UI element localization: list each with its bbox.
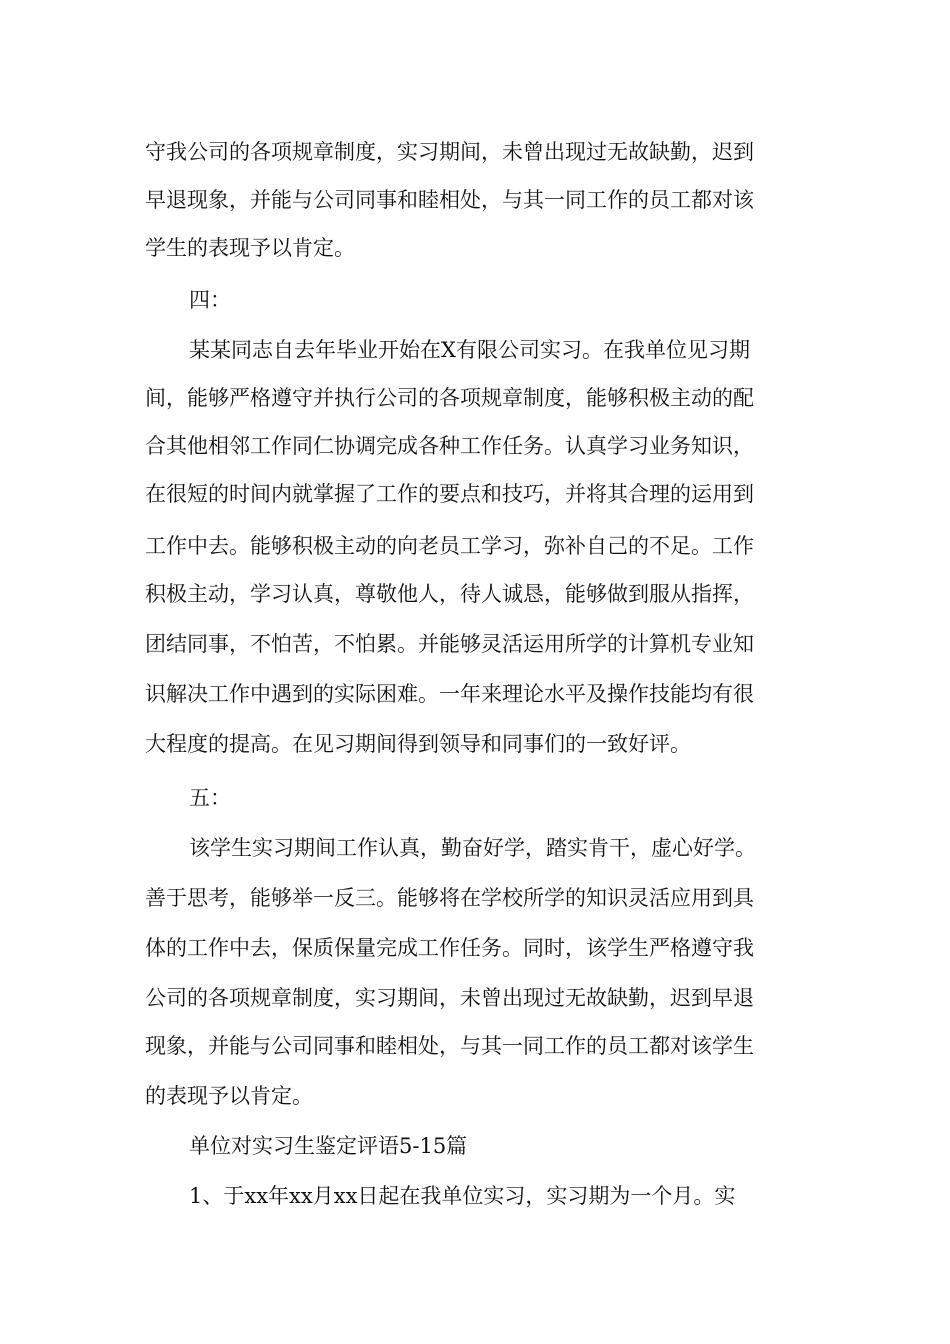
section-heading-5: 五： bbox=[189, 786, 231, 810]
text-line-6: 间，能够严格遵守并执行公司的各项规章制度，能够积极主动的配 bbox=[145, 386, 754, 410]
text-line-13: 大程度的提高。在见习期间得到领导和同事们的一致好评。 bbox=[145, 732, 691, 756]
text-line-12: 识解决工作中遇到的实际困难。一年来理论水平及操作技能均有很 bbox=[145, 682, 754, 706]
text-line-19: 现象，并能与公司同事和睦相处，与其一同工作的员工都对该学生 bbox=[145, 1034, 754, 1058]
text-line-11: 团结同事，不怕苦，不怕累。并能够灵活运用所学的计算机专业知 bbox=[145, 632, 754, 656]
section-title: 单位对实习生鉴定评语5-15篇 bbox=[189, 1134, 468, 1158]
text-line-9: 工作中去。能够积极主动的向老员工学习，弥补自己的不足。工作 bbox=[145, 534, 754, 558]
text-line-18: 公司的各项规章制度，实习期间，未曾出现过无故缺勤，迟到早退 bbox=[145, 986, 754, 1010]
text-line-3: 学生的表现予以肯定。 bbox=[145, 236, 355, 260]
text-line-5: 某某同志自去年毕业开始在X有限公司实习。在我单位见习期 bbox=[189, 338, 750, 362]
text-line-7: 合其他相邻工作同仁协调完成各种工作任务。认真学习业务知识， bbox=[145, 434, 754, 458]
text-line-17: 体的工作中去，保质保量完成工作任务。同时，该学生严格遵守我 bbox=[145, 936, 754, 960]
text-line-1: 守我公司的各项规章制度，实习期间，未曾出现过无故缺勤，迟到 bbox=[145, 140, 754, 164]
text-line-2: 早退现象，并能与公司同事和睦相处，与其一同工作的员工都对该 bbox=[145, 188, 754, 212]
text-line-10: 积极主动，学习认真，尊敬他人，待人诚恳，能够做到服从指挥， bbox=[145, 582, 754, 606]
text-line-20: 的表现予以肯定。 bbox=[145, 1084, 313, 1108]
section-heading-4: 四： bbox=[189, 288, 231, 312]
text-line-15: 该学生实习期间工作认真，勤奋好学，踏实肯干，虚心好学。 bbox=[189, 836, 756, 860]
text-line-8: 在很短的时间内就掌握了工作的要点和技巧，并将其合理的运用到 bbox=[145, 482, 754, 506]
text-line-22: 1、于xx年xx月xx日起在我单位实习，实习期为一个月。实 bbox=[189, 1184, 736, 1208]
text-line-16: 善于思考，能够举一反三。能够将在学校所学的知识灵活应用到具 bbox=[145, 886, 754, 910]
